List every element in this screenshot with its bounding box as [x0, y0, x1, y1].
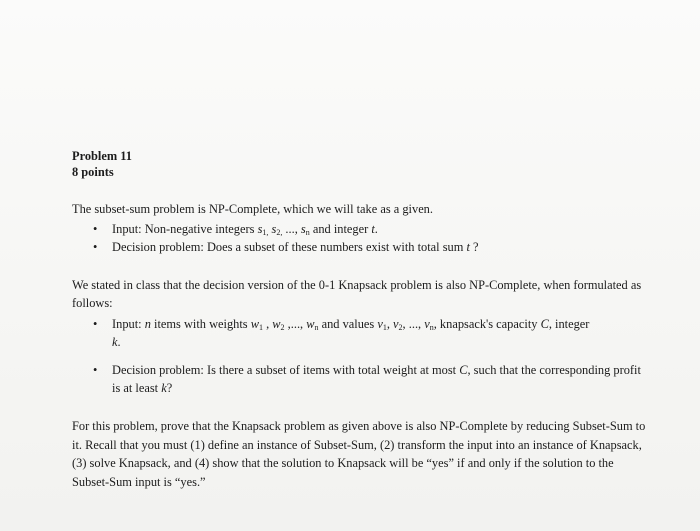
knapsack-decision-item: • Decision problem: Is there a subset of items with total weight at most C, such that the corresponding profit is at least k? [93, 363, 641, 395]
knapsack-intro: We stated in class that the decision version of the 0-1 Knapsack problem is also NP-Complete, when formulated as follows: [72, 278, 642, 310]
bullet-icon: • [93, 222, 98, 236]
bullet-icon: • [93, 363, 98, 377]
subset-sum-intro: The subset-sum problem is NP-Complete, which we will take as a given. [72, 202, 433, 216]
bullet-icon: • [93, 240, 98, 254]
bullet-icon: • [93, 317, 98, 331]
problem-points: 8 points [72, 165, 114, 179]
task-paragraph: For this problem, prove that the Knapsack problem as given above is also NP-Complete by reducing Subset-Sum to it. Recall that you must (1) define an instance of Subset-Sum, (2) transform the input into an instance of Knapsack, (3) solve Knapsack, and (4) show that the solution to Knapsack will be “yes” if and only if the solution to the Subset-Sum input is “yes.” [72, 419, 646, 489]
problem-content [72, 148, 652, 491]
problem-title: Problem 11 [72, 149, 132, 163]
knapsack-bullets [72, 315, 652, 397]
subset-sum-bullets [72, 220, 652, 256]
knapsack-input-item: • Input: n items with weights $w_1$ , $w_2$ ,..., $w_n$ and values $v_1$, $v_2$, ..., $v_n$, knapsack's capacity C, integer k. [93, 317, 590, 349]
subset-sum-decision-item: • Decision problem: Does a subset of these numbers exist with total sum t ? [93, 240, 479, 254]
subset-sum-input-item: • Input: Non-negative integers $s_{1,}$ $s_{2,}$ ..., $s_n$ and integer t. [93, 222, 378, 237]
